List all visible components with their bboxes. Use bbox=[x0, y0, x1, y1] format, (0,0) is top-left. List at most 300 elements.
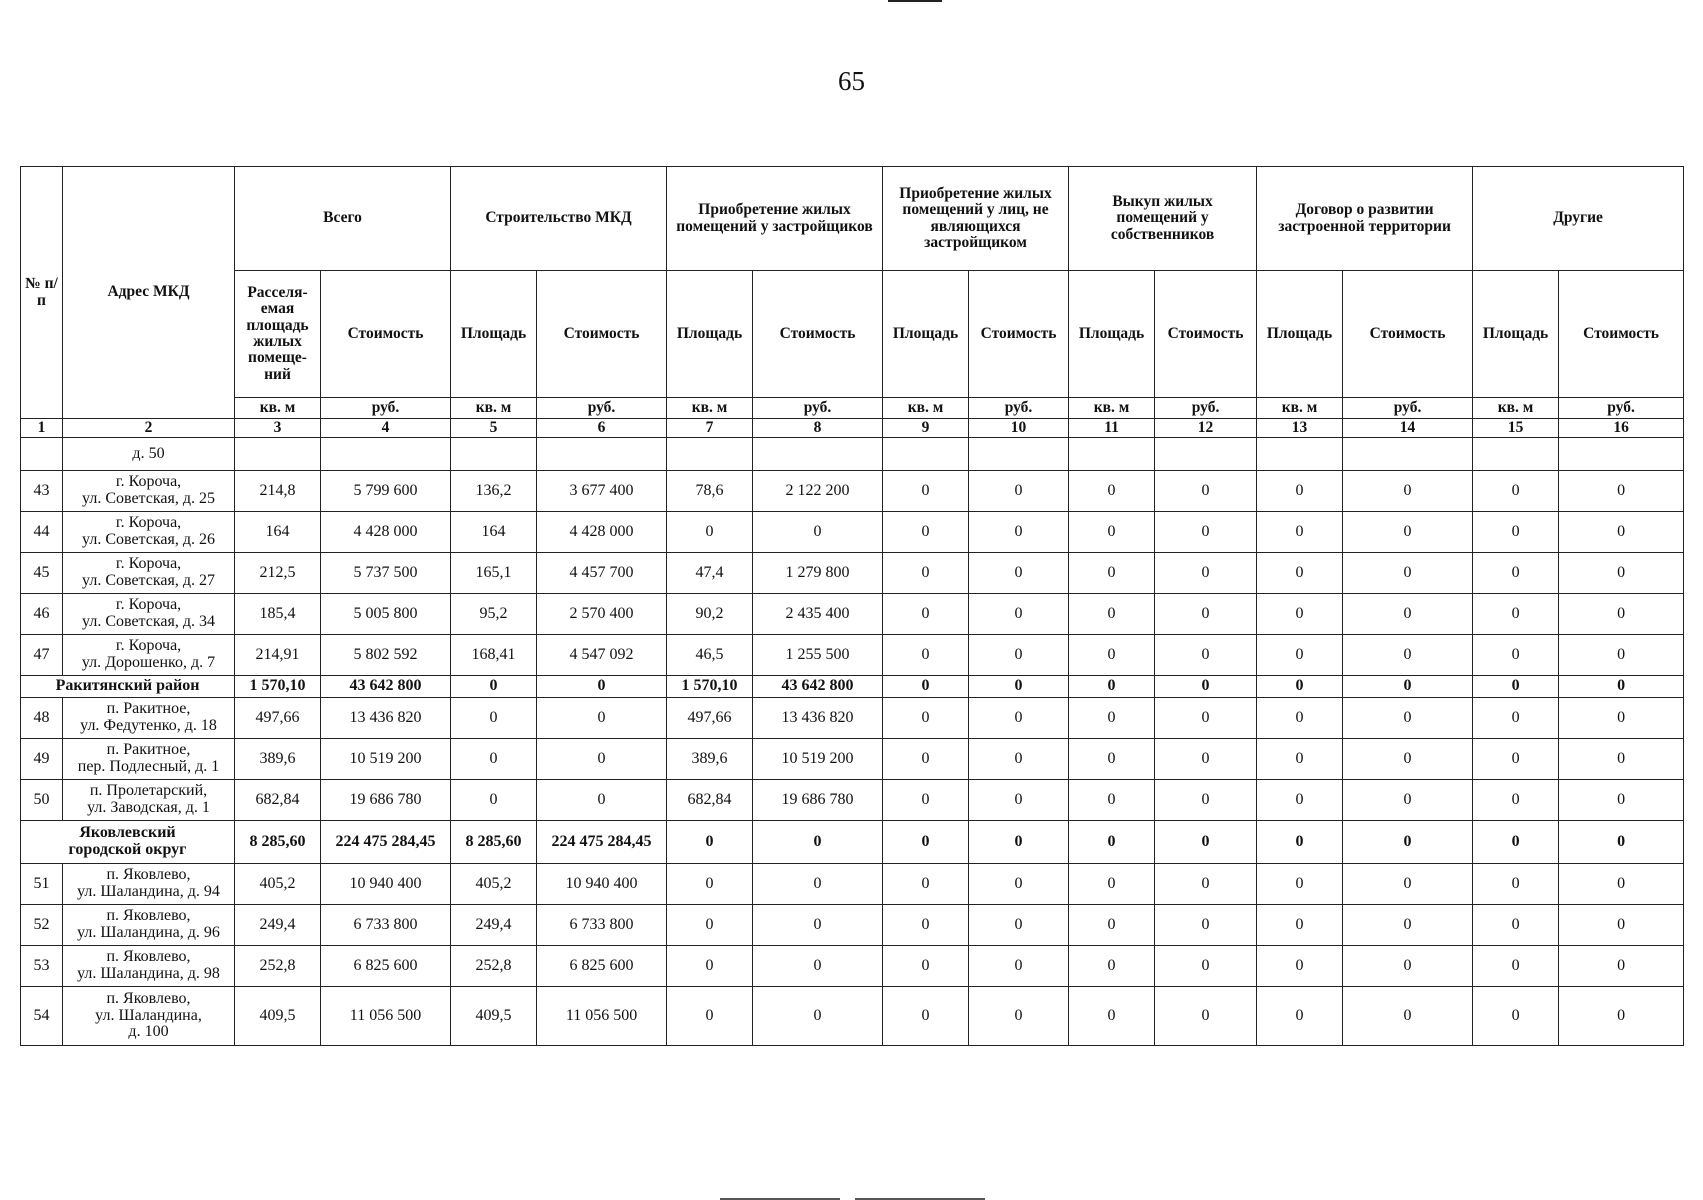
column-number: 7 bbox=[667, 419, 753, 438]
table-row bbox=[21, 739, 1684, 780]
address-cell bbox=[63, 905, 235, 946]
value-cell: 212,5 bbox=[235, 553, 321, 594]
value-cell: 0 bbox=[1069, 512, 1155, 553]
value-cell: 10 519 200 bbox=[321, 739, 451, 780]
value-cell: 2 122 200 bbox=[753, 471, 883, 512]
value-cell: 0 bbox=[969, 739, 1069, 780]
unit-cost: руб. bbox=[1343, 398, 1473, 419]
address-cell: д. 50 bbox=[63, 438, 235, 471]
value-cell: 405,2 bbox=[235, 864, 321, 905]
row-number: 52 bbox=[21, 905, 63, 946]
address-line: д. 100 bbox=[128, 1023, 169, 1041]
value-cell: 497,66 bbox=[667, 698, 753, 739]
subtotal-value: 0 bbox=[451, 676, 537, 698]
value-cell: 78,6 bbox=[667, 471, 753, 512]
value-cell: 0 bbox=[1343, 698, 1473, 739]
value-cell: 0 bbox=[883, 739, 969, 780]
value-cell: 2 570 400 bbox=[537, 594, 667, 635]
address-line: г. Короча, bbox=[115, 514, 182, 532]
value-cell: 0 bbox=[1343, 512, 1473, 553]
value-cell: 409,5 bbox=[451, 987, 537, 1046]
value-cell: 252,8 bbox=[235, 946, 321, 987]
row-number: 48 bbox=[21, 698, 63, 739]
address-cell bbox=[63, 739, 235, 780]
address-line: п. Яковлево, bbox=[106, 989, 191, 1007]
header-sub-area: Площадь bbox=[667, 271, 753, 398]
value-cell: 0 bbox=[1343, 739, 1473, 780]
column-number: 5 bbox=[451, 419, 537, 438]
address-line: г. Короча, bbox=[115, 637, 182, 655]
unit-area: кв. м bbox=[1473, 398, 1559, 419]
value-cell: 0 bbox=[1069, 635, 1155, 676]
table-row bbox=[21, 512, 1684, 553]
subtotal-value: 0 bbox=[1343, 676, 1473, 698]
row-number: 46 bbox=[21, 594, 63, 635]
value-cell: 0 bbox=[969, 512, 1069, 553]
value-cell: 0 bbox=[1257, 594, 1343, 635]
table-row bbox=[21, 594, 1684, 635]
row-number: 43 bbox=[21, 471, 63, 512]
table-row bbox=[21, 905, 1684, 946]
header-sub-cost: Стоимость bbox=[1343, 271, 1473, 398]
subtotal-value: 0 bbox=[1155, 676, 1257, 698]
value-cell: 13 436 820 bbox=[321, 698, 451, 739]
subtotal-value: 1 570,10 bbox=[667, 676, 753, 698]
header-sub-cost: Стоимость bbox=[969, 271, 1069, 398]
value-cell: 5 799 600 bbox=[321, 471, 451, 512]
value-cell: 0 bbox=[1473, 946, 1559, 987]
column-number: 16 bbox=[1559, 419, 1684, 438]
value-cell: 0 bbox=[753, 987, 883, 1046]
value-cell: 0 bbox=[1069, 946, 1155, 987]
subtotal-label-line: городской округ bbox=[68, 841, 187, 858]
header-sub-area: Площадь bbox=[883, 271, 969, 398]
value-cell: 389,6 bbox=[667, 739, 753, 780]
value-cell: 0 bbox=[1473, 864, 1559, 905]
address-line: ул. Шаландина, д. 96 bbox=[77, 924, 220, 941]
value-cell: 0 bbox=[1257, 698, 1343, 739]
value-cell: 249,4 bbox=[451, 905, 537, 946]
value-cell: 0 bbox=[1155, 553, 1257, 594]
header-sub-area: Площадь bbox=[451, 271, 537, 398]
value-cell: 0 bbox=[1343, 864, 1473, 905]
table-row bbox=[21, 471, 1684, 512]
value-cell: 1 255 500 bbox=[753, 635, 883, 676]
value-cell: 0 bbox=[1559, 987, 1684, 1046]
unit-cost: руб. bbox=[969, 398, 1069, 419]
value-cell: 90,2 bbox=[667, 594, 753, 635]
value-cell: 0 bbox=[1473, 594, 1559, 635]
value-cell: 0 bbox=[1343, 780, 1473, 821]
subtotal-value: 8 285,60 bbox=[451, 821, 537, 864]
subtotal-value: 0 bbox=[1473, 821, 1559, 864]
value-cell: 0 bbox=[883, 780, 969, 821]
header-sub-area: Площадь bbox=[1069, 271, 1155, 398]
value-cell: 136,2 bbox=[451, 471, 537, 512]
address-line: г. Короча, bbox=[115, 596, 182, 614]
value-cell: 0 bbox=[753, 946, 883, 987]
address-line: г. Короча, bbox=[115, 473, 182, 491]
value-cell: 682,84 bbox=[667, 780, 753, 821]
value-cell: 0 bbox=[1343, 471, 1473, 512]
address-line: ул. Дорошенко, д. 7 bbox=[81, 654, 216, 671]
value-cell: 0 bbox=[1559, 698, 1684, 739]
table-row bbox=[21, 635, 1684, 676]
value-cell: 389,6 bbox=[235, 739, 321, 780]
table-row bbox=[21, 864, 1684, 905]
value-cell: 0 bbox=[1257, 635, 1343, 676]
unit-cost: руб. bbox=[1559, 398, 1684, 419]
value-cell: 0 bbox=[753, 905, 883, 946]
value-cell: 0 bbox=[537, 739, 667, 780]
value-cell: 0 bbox=[1559, 594, 1684, 635]
value-cell: 2 435 400 bbox=[753, 594, 883, 635]
value-cell: 214,8 bbox=[235, 471, 321, 512]
value-cell: 0 bbox=[1473, 739, 1559, 780]
address-line: ул. Советская, д. 26 bbox=[82, 531, 215, 548]
table-row bbox=[21, 946, 1684, 987]
unit-area: кв. м bbox=[235, 398, 321, 419]
value-cell: 164 bbox=[235, 512, 321, 553]
column-number: 4 bbox=[321, 419, 451, 438]
subtotal-value: 0 bbox=[537, 676, 667, 698]
value-cell: 11 056 500 bbox=[537, 987, 667, 1046]
subtotal-value: 43 642 800 bbox=[753, 676, 883, 698]
value-cell: 19 686 780 bbox=[753, 780, 883, 821]
row-number: 47 bbox=[21, 635, 63, 676]
subtotal-value: 0 bbox=[1559, 676, 1684, 698]
address-line: ул. Шаландина, д. 98 bbox=[77, 965, 220, 982]
resettlement-table bbox=[20, 166, 1684, 1046]
value-cell: 4 428 000 bbox=[537, 512, 667, 553]
address-cell bbox=[63, 946, 235, 987]
value-cell: 0 bbox=[1155, 780, 1257, 821]
unit-area: кв. м bbox=[883, 398, 969, 419]
value-cell: 165,1 bbox=[451, 553, 537, 594]
row-number: 51 bbox=[21, 864, 63, 905]
address-cell bbox=[63, 594, 235, 635]
table-row-continuation bbox=[21, 438, 1684, 471]
header-group-total: Всего bbox=[235, 167, 451, 271]
subtotal-value: 0 bbox=[1257, 821, 1343, 864]
value-cell: 47,4 bbox=[667, 553, 753, 594]
subtotal-value: 0 bbox=[1559, 821, 1684, 864]
value-cell: 0 bbox=[883, 905, 969, 946]
header-no: № п/п bbox=[21, 167, 63, 419]
value-cell: 0 bbox=[1473, 512, 1559, 553]
subtotal-value: 0 bbox=[1155, 821, 1257, 864]
subtotal-value: 43 642 800 bbox=[321, 676, 451, 698]
value-cell: 249,4 bbox=[235, 905, 321, 946]
value-cell: 0 bbox=[883, 946, 969, 987]
value-cell: 0 bbox=[667, 512, 753, 553]
value-cell: 0 bbox=[1473, 698, 1559, 739]
value-cell: 0 bbox=[1473, 780, 1559, 821]
value-cell: 10 519 200 bbox=[753, 739, 883, 780]
value-cell: 0 bbox=[1473, 471, 1559, 512]
value-cell: 168,41 bbox=[451, 635, 537, 676]
column-number: 15 bbox=[1473, 419, 1559, 438]
address-line: ул. Советская, д. 34 bbox=[82, 613, 215, 630]
value-cell: 19 686 780 bbox=[321, 780, 451, 821]
value-cell: 0 bbox=[753, 512, 883, 553]
value-cell: 13 436 820 bbox=[753, 698, 883, 739]
value-cell: 0 bbox=[1155, 987, 1257, 1046]
value-cell: 0 bbox=[969, 698, 1069, 739]
subtotal-value: 8 285,60 bbox=[235, 821, 321, 864]
value-cell: 4 428 000 bbox=[321, 512, 451, 553]
address-line: г. Короча, bbox=[115, 555, 182, 573]
value-cell: 0 bbox=[1257, 739, 1343, 780]
table-row bbox=[21, 553, 1684, 594]
row-number: 54 bbox=[21, 987, 63, 1046]
value-cell: 0 bbox=[1473, 987, 1559, 1046]
table-row bbox=[21, 987, 1684, 1046]
value-cell: 0 bbox=[667, 946, 753, 987]
value-cell: 0 bbox=[1559, 739, 1684, 780]
address-line: п. Яковлево, bbox=[106, 907, 191, 925]
value-cell: 409,5 bbox=[235, 987, 321, 1046]
value-cell: 11 056 500 bbox=[321, 987, 451, 1046]
unit-cost: руб. bbox=[753, 398, 883, 419]
address-cell bbox=[63, 864, 235, 905]
subtotal-value: 0 bbox=[969, 676, 1069, 698]
subtotal-value: 0 bbox=[753, 821, 883, 864]
subtotal-value: 0 bbox=[667, 821, 753, 864]
value-cell: 0 bbox=[1155, 512, 1257, 553]
header-sub-area: Площадь bbox=[1473, 271, 1559, 398]
header-sub-cost: Стоимость bbox=[1559, 271, 1684, 398]
value-cell: 214,91 bbox=[235, 635, 321, 676]
address-line: ул. Заводская, д. 1 bbox=[87, 799, 210, 816]
subtotal-value: 0 bbox=[1473, 676, 1559, 698]
value-cell: 497,66 bbox=[235, 698, 321, 739]
value-cell: 0 bbox=[1155, 905, 1257, 946]
value-cell: 0 bbox=[1343, 553, 1473, 594]
header-sub-cost: Стоимость bbox=[537, 271, 667, 398]
value-cell: 0 bbox=[969, 780, 1069, 821]
value-cell: 682,84 bbox=[235, 780, 321, 821]
address-cell bbox=[63, 635, 235, 676]
value-cell: 0 bbox=[1343, 635, 1473, 676]
value-cell: 164 bbox=[451, 512, 537, 553]
value-cell: 0 bbox=[1069, 987, 1155, 1046]
subtotal-label-line: Яковлевский bbox=[79, 824, 176, 842]
column-number: 9 bbox=[883, 419, 969, 438]
column-number: 3 bbox=[235, 419, 321, 438]
value-cell: 95,2 bbox=[451, 594, 537, 635]
value-cell: 0 bbox=[1257, 946, 1343, 987]
value-cell: 0 bbox=[537, 780, 667, 821]
value-cell: 0 bbox=[451, 780, 537, 821]
unit-area: кв. м bbox=[1257, 398, 1343, 419]
address-line: п. Ракитное, bbox=[106, 700, 191, 718]
value-cell: 0 bbox=[883, 471, 969, 512]
subtotal-row bbox=[21, 821, 1684, 864]
address-line: п. Яковлево, bbox=[106, 948, 191, 966]
value-cell: 0 bbox=[883, 698, 969, 739]
value-cell: 0 bbox=[1559, 946, 1684, 987]
value-cell: 0 bbox=[1257, 553, 1343, 594]
address-cell bbox=[63, 553, 235, 594]
address-cell bbox=[63, 471, 235, 512]
table-row bbox=[21, 698, 1684, 739]
value-cell: 6 733 800 bbox=[537, 905, 667, 946]
unit-area: кв. м bbox=[451, 398, 537, 419]
value-cell: 46,5 bbox=[667, 635, 753, 676]
subtotal-label bbox=[21, 676, 235, 698]
value-cell: 0 bbox=[969, 553, 1069, 594]
value-cell: 0 bbox=[1473, 553, 1559, 594]
value-cell: 5 005 800 bbox=[321, 594, 451, 635]
header-group-purchase-developers: Приобретение жилых помещений у застройщиков bbox=[667, 167, 883, 271]
value-cell: 0 bbox=[969, 864, 1069, 905]
row-number: 45 bbox=[21, 553, 63, 594]
header-address: Адрес МКД bbox=[63, 167, 235, 419]
subtotal-value: 1 570,10 bbox=[235, 676, 321, 698]
value-cell: 10 940 400 bbox=[321, 864, 451, 905]
top-rule bbox=[888, 0, 942, 2]
value-cell: 0 bbox=[969, 635, 1069, 676]
address-cell bbox=[63, 987, 235, 1046]
value-cell: 0 bbox=[1559, 553, 1684, 594]
value-cell: 4 547 092 bbox=[537, 635, 667, 676]
subtotal-value: 0 bbox=[1069, 821, 1155, 864]
value-cell: 0 bbox=[1473, 635, 1559, 676]
subtotal-value: 224 475 284,45 bbox=[321, 821, 451, 864]
value-cell: 0 bbox=[1155, 471, 1257, 512]
value-cell: 0 bbox=[451, 698, 537, 739]
value-cell: 0 bbox=[1257, 905, 1343, 946]
header-group-purchase-non-developers: Приобретение жилых помещений у лиц, не являющихся застройщиком bbox=[883, 167, 1069, 271]
column-number: 6 bbox=[537, 419, 667, 438]
value-cell: 0 bbox=[1069, 698, 1155, 739]
table-body bbox=[21, 438, 1684, 1046]
column-number: 12 bbox=[1155, 419, 1257, 438]
value-cell: 0 bbox=[667, 987, 753, 1046]
address-line: ул. Шаландина, д. 94 bbox=[77, 883, 220, 900]
subtotal-value: 0 bbox=[1069, 676, 1155, 698]
value-cell: 0 bbox=[1559, 864, 1684, 905]
value-cell: 0 bbox=[1257, 987, 1343, 1046]
header-sub-cost: Стоимость bbox=[1155, 271, 1257, 398]
value-cell: 0 bbox=[1257, 864, 1343, 905]
value-cell: 405,2 bbox=[451, 864, 537, 905]
value-cell: 5 737 500 bbox=[321, 553, 451, 594]
table-row bbox=[21, 780, 1684, 821]
value-cell: 0 bbox=[1155, 739, 1257, 780]
header-group-construction: Строительство МКД bbox=[451, 167, 667, 271]
value-cell: 0 bbox=[1559, 780, 1684, 821]
value-cell: 0 bbox=[1069, 739, 1155, 780]
value-cell: 0 bbox=[1069, 594, 1155, 635]
row-number: 44 bbox=[21, 512, 63, 553]
address-line: ул. Шаландина, bbox=[95, 1006, 202, 1024]
address-line: ул. Советская, д. 25 bbox=[82, 490, 215, 507]
value-cell: 0 bbox=[1155, 946, 1257, 987]
value-cell: 0 bbox=[1069, 553, 1155, 594]
address-line: пер. Подлесный, д. 1 bbox=[77, 758, 220, 775]
column-number: 14 bbox=[1343, 419, 1473, 438]
address-cell bbox=[63, 512, 235, 553]
value-cell: 0 bbox=[1559, 512, 1684, 553]
value-cell: 0 bbox=[883, 635, 969, 676]
address-line: ул. Федутенко, д. 18 bbox=[80, 717, 217, 734]
value-cell: 0 bbox=[969, 946, 1069, 987]
row-number: 50 bbox=[21, 780, 63, 821]
value-cell: 0 bbox=[1257, 780, 1343, 821]
header-group-other: Другие bbox=[1473, 167, 1684, 271]
subtotal-value: 0 bbox=[1343, 821, 1473, 864]
value-cell: 6 733 800 bbox=[321, 905, 451, 946]
address-cell bbox=[63, 780, 235, 821]
value-cell: 0 bbox=[537, 698, 667, 739]
subtotal-value: 0 bbox=[883, 676, 969, 698]
value-cell: 0 bbox=[969, 594, 1069, 635]
subtotal-value: 0 bbox=[883, 821, 969, 864]
address-line: ул. Советская, д. 27 bbox=[82, 572, 215, 589]
value-cell: 0 bbox=[667, 905, 753, 946]
unit-cost: руб. bbox=[1155, 398, 1257, 419]
value-cell: 0 bbox=[883, 553, 969, 594]
column-number: 13 bbox=[1257, 419, 1343, 438]
value-cell: 0 bbox=[969, 471, 1069, 512]
value-cell: 0 bbox=[883, 594, 969, 635]
value-cell: 0 bbox=[1069, 780, 1155, 821]
subtotal-label bbox=[21, 821, 235, 864]
header-sub-area: Площадь bbox=[1257, 271, 1343, 398]
value-cell: 0 bbox=[1257, 512, 1343, 553]
value-cell: 0 bbox=[1155, 594, 1257, 635]
unit-area: кв. м bbox=[1069, 398, 1155, 419]
value-cell: 1 279 800 bbox=[753, 553, 883, 594]
column-number: 2 bbox=[63, 419, 235, 438]
value-cell: 0 bbox=[883, 987, 969, 1046]
header-sub-cost: Стоимость bbox=[753, 271, 883, 398]
row-number: 49 bbox=[21, 739, 63, 780]
subtotal-value: 224 475 284,45 bbox=[537, 821, 667, 864]
subtotal-label-line: Ракитянский район bbox=[55, 677, 200, 695]
value-cell: 0 bbox=[753, 864, 883, 905]
address-line: п. Ракитное, bbox=[106, 741, 191, 759]
value-cell: 0 bbox=[1559, 905, 1684, 946]
header-group-development-agreement: Договор о развитии застроенной территории bbox=[1257, 167, 1473, 271]
value-cell: 6 825 600 bbox=[321, 946, 451, 987]
column-number: 8 bbox=[753, 419, 883, 438]
value-cell: 4 457 700 bbox=[537, 553, 667, 594]
value-cell: 0 bbox=[1343, 987, 1473, 1046]
value-cell: 0 bbox=[1155, 698, 1257, 739]
subtotal-row bbox=[21, 676, 1684, 698]
value-cell: 0 bbox=[1559, 471, 1684, 512]
value-cell: 0 bbox=[1343, 594, 1473, 635]
value-cell: 0 bbox=[883, 512, 969, 553]
value-cell: 6 825 600 bbox=[537, 946, 667, 987]
value-cell: 0 bbox=[451, 739, 537, 780]
value-cell: 0 bbox=[1257, 471, 1343, 512]
address-cell bbox=[63, 698, 235, 739]
value-cell: 0 bbox=[1343, 946, 1473, 987]
value-cell: 0 bbox=[1343, 905, 1473, 946]
value-cell: 0 bbox=[1559, 635, 1684, 676]
column-number-row bbox=[21, 419, 1684, 438]
value-cell: 10 940 400 bbox=[537, 864, 667, 905]
value-cell: 0 bbox=[1155, 864, 1257, 905]
subtotal-value: 0 bbox=[969, 821, 1069, 864]
value-cell: 0 bbox=[667, 864, 753, 905]
value-cell: 5 802 592 bbox=[321, 635, 451, 676]
row-number: 53 bbox=[21, 946, 63, 987]
